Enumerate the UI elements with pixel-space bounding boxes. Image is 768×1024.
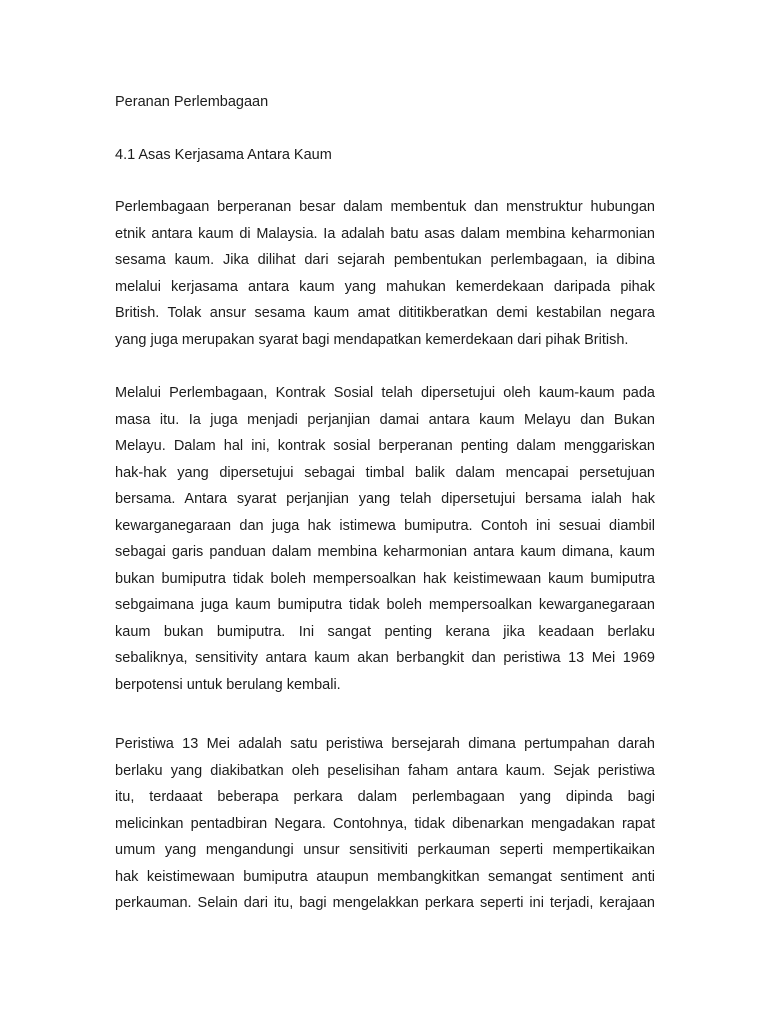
text-line: kaum bukan bumiputra. Ini sangat penting kerana jika keadaan berlaku bbox=[115, 623, 655, 640]
paragraph-3 bbox=[115, 731, 655, 917]
paragraph-1 bbox=[115, 194, 655, 353]
text-line: etnik antara kaum di Malaysia. Ia adalah batu asas dalam membina keharmonian bbox=[115, 225, 655, 242]
text-line: Perlembagaan berperanan besar dalam membentuk dan menstruktur hubungan bbox=[115, 199, 655, 215]
text-line: kewarganegaraan dan juga hak istimewa bumiputra. Contoh ini sesuai diambil bbox=[115, 517, 655, 534]
text-line: sebagai garis panduan dalam membina keharmonian antara kaum dimana, kaum bbox=[115, 544, 655, 560]
text-line: sebgaimana juga kaum bumiputra tidak boleh mempersoalkan kewarganegaraan bbox=[115, 597, 655, 613]
text-line: Melalui Perlembagaan, Kontrak Sosial telah dipersetujui oleh kaum-kaum pada bbox=[115, 385, 655, 401]
text-line: perkauman. Selain dari itu, bagi mengelakkan perkara seperti ini terjadi, kerajaan bbox=[115, 895, 655, 911]
text-line: bukan bumiputra tidak boleh mempersoalkan hak keistimewaan kaum bumiputra bbox=[115, 570, 655, 587]
section-heading: 4.1 Asas Kerjasama Antara Kaum bbox=[115, 147, 332, 163]
text-line: sebaliknya, sensitivity antara kaum akan berbangkit dan peristiwa 13 Mei 1969 bbox=[115, 650, 655, 666]
text-line: yang juga merupakan syarat bagi mendapatkan kemerdekaan dari pihak British. bbox=[115, 331, 629, 348]
paragraph-2 bbox=[115, 380, 655, 698]
text-line: sesama kaum. Jika dilihat dari sejarah pembentukan perlembagaan, ia dibina bbox=[115, 252, 655, 268]
text-line: melicinkan pentadbiran Negara. Contohnya, tidak dibenarkan mengadakan rapat bbox=[115, 815, 655, 832]
text-line: hak-hak yang dipersetujui sebagai timbal balik dalam mencapai persetujuan bbox=[115, 464, 655, 481]
text-line: itu, terdaaat beberapa perkara dalam perlembagaan yang dipinda bagi bbox=[115, 789, 655, 805]
text-line: Melayu. Dalam hal ini, kontrak sosial berperanan penting dalam menggariskan bbox=[115, 438, 655, 454]
text-line: melalui kerjasama antara kaum yang mahukan kemerdekaan daripada pihak bbox=[115, 278, 655, 295]
text-line: umum yang mengandungi unsur sensitiviti perkauman seperti mempertikaikan bbox=[115, 842, 655, 858]
text-line: Peristiwa 13 Mei adalah satu peristiwa bersejarah dimana pertumpahan darah bbox=[115, 736, 655, 752]
document-title: Peranan Perlembagaan bbox=[115, 94, 269, 110]
text-line: hak keistimewaan bumiputra ataupun membangkitkan semangat sentiment anti bbox=[115, 868, 655, 885]
text-line: masa itu. Ia juga menjadi perjanjian damai antara kaum Melayu dan Bukan bbox=[115, 411, 655, 428]
text-line: berlaku yang diakibatkan oleh peselisihan faham antara kaum. Sejak peristiwa bbox=[115, 762, 655, 779]
text-line: bersama. Antara syarat perjanjian yang telah dipersetujui bersama ialah hak bbox=[115, 491, 655, 507]
text-line: British. Tolak ansur sesama kaum amat dititikberatkan demi kestabilan negara bbox=[115, 305, 655, 321]
text-line: berpotensi untuk berulang kembali. bbox=[115, 676, 341, 693]
